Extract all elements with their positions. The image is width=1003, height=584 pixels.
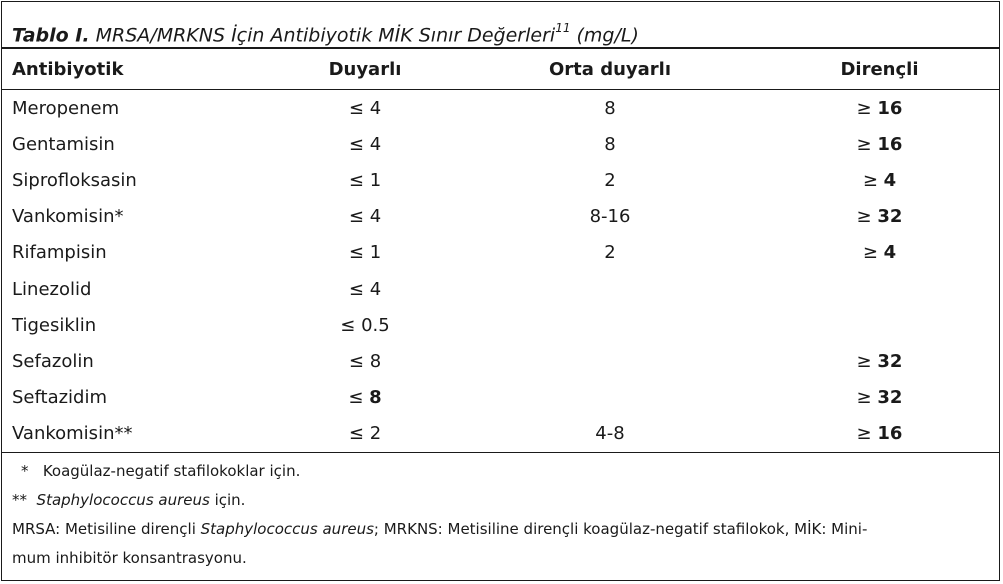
table-row — [2, 271, 999, 307]
column-header-antibiotic: Antibiyotik — [12, 58, 124, 80]
resistant-symbol: ≥ — [856, 423, 872, 445]
susceptible-symbol: ≤ — [348, 133, 364, 155]
susceptible-value — [240, 87, 490, 126]
resistant-number: 4 — [883, 242, 897, 264]
footnote-2 — [12, 486, 987, 515]
table-row — [2, 416, 999, 452]
susceptible-symbol: ≤ — [348, 97, 364, 119]
table-row — [2, 380, 999, 416]
antibiotic-name — [2, 416, 240, 452]
intermediate-value — [490, 199, 730, 235]
table-row — [2, 343, 999, 379]
caption-label: Tablo I. — [12, 24, 90, 47]
antibiotic-name — [2, 199, 240, 235]
antibiotic-name-text: Vankomisin* — [12, 206, 124, 228]
bottom-rule — [2, 452, 999, 453]
antibiotic-name-text: Meropenem — [12, 97, 120, 119]
susceptible-symbol: ≤ — [348, 206, 364, 228]
susceptible-number: 4 — [369, 97, 382, 119]
resistant-symbol: ≥ — [862, 242, 878, 264]
abbreviations-species: Staphylococcus aureus — [200, 520, 374, 538]
antibiotic-name — [2, 162, 240, 198]
susceptible-value — [240, 271, 490, 307]
resistant-symbol: ≥ — [856, 97, 872, 119]
caption-unit: (mg/L) — [576, 24, 639, 47]
intermediate-value — [490, 416, 730, 452]
resistant-number: 4 — [883, 169, 897, 191]
susceptible-value — [240, 126, 490, 162]
susceptible-symbol: ≤ — [340, 314, 356, 336]
susceptible-symbol: ≤ — [348, 350, 364, 372]
column-header-resistant: Dirençli — [840, 58, 919, 80]
resistant-symbol: ≥ — [856, 387, 872, 409]
susceptible-number: 0.5 — [361, 314, 390, 336]
susceptible-symbol: ≤ — [348, 387, 364, 409]
antibiotic-name — [2, 307, 240, 343]
intermediate-value — [490, 343, 730, 379]
susceptible-number: 4 — [369, 278, 382, 300]
table-frame — [1, 1, 1000, 581]
resistant-number: 16 — [877, 133, 903, 155]
intermediate-number: 4-8 — [595, 423, 625, 445]
resistant-symbol: ≥ — [862, 169, 878, 191]
table-row — [2, 199, 999, 235]
susceptible-value — [240, 380, 490, 416]
antibiotic-name-text: Linezolid — [12, 278, 92, 300]
top-rule — [2, 47, 999, 49]
susceptible-number: 2 — [369, 423, 382, 445]
table-row — [2, 235, 999, 271]
resistant-value — [730, 271, 999, 307]
caption-title: MRSA/MRKNS İçin Antibiyotik MİK Sınır Değerleri — [95, 24, 556, 47]
footnote-1-mark: * — [21, 462, 29, 480]
table-row — [2, 87, 999, 126]
footnote-2-mark: ** — [12, 491, 27, 509]
header-row — [2, 51, 999, 87]
intermediate-number: 8 — [604, 97, 616, 119]
resistant-value — [730, 162, 999, 198]
susceptible-value — [240, 199, 490, 235]
susceptible-value — [240, 235, 490, 271]
intermediate-number: 8-16 — [589, 206, 631, 228]
resistant-value — [730, 307, 999, 343]
footnote-2-species: Staphylococcus aureus — [36, 491, 210, 509]
intermediate-value — [490, 271, 730, 307]
resistant-value — [730, 343, 999, 379]
mic-table — [2, 51, 999, 452]
antibiotic-name-text: Rifampisin — [12, 242, 107, 264]
resistant-number: 16 — [877, 423, 903, 445]
susceptible-value — [240, 307, 490, 343]
abbreviations-part-2: ; MRKNS: Metisiline dirençli koagülaz-negatif stafilokok, MİK: Mini- — [373, 520, 868, 538]
column-header-susceptible: Duyarlı — [328, 58, 402, 80]
intermediate-value — [490, 126, 730, 162]
resistant-symbol: ≥ — [856, 206, 872, 228]
abbreviations-line-2 — [12, 544, 987, 573]
susceptible-symbol: ≤ — [348, 242, 364, 264]
intermediate-value — [490, 380, 730, 416]
susceptible-symbol: ≤ — [348, 169, 364, 191]
resistant-value — [730, 199, 999, 235]
table-row — [2, 307, 999, 343]
susceptible-symbol: ≤ — [348, 278, 364, 300]
table-caption — [12, 16, 639, 47]
antibiotic-name-text: Siprofloksasin — [12, 169, 137, 191]
antibiotic-name-text: Gentamisin — [12, 133, 115, 155]
resistant-symbol: ≥ — [856, 133, 872, 155]
susceptible-number: 8 — [369, 350, 382, 372]
intermediate-value — [490, 235, 730, 271]
intermediate-number: 2 — [604, 169, 616, 191]
caption-reference: 11 — [555, 21, 571, 35]
column-header-intermediate: Orta duyarlı — [549, 58, 671, 80]
intermediate-value — [490, 307, 730, 343]
susceptible-number: 4 — [369, 206, 382, 228]
intermediate-number: 8 — [604, 133, 616, 155]
resistant-symbol: ≥ — [856, 350, 872, 372]
susceptible-value — [240, 343, 490, 379]
antibiotic-name — [2, 271, 240, 307]
footnotes — [12, 457, 987, 573]
antibiotic-name — [2, 235, 240, 271]
susceptible-number: 8 — [369, 387, 382, 409]
resistant-number: 32 — [877, 387, 903, 409]
susceptible-number: 1 — [369, 169, 382, 191]
intermediate-value — [490, 162, 730, 198]
susceptible-symbol: ≤ — [348, 423, 364, 445]
antibiotic-name — [2, 87, 240, 126]
table-body — [2, 87, 999, 452]
intermediate-value — [490, 87, 730, 126]
abbreviations-line-1 — [12, 515, 987, 544]
resistant-number: 32 — [877, 350, 903, 372]
resistant-number: 32 — [877, 206, 903, 228]
antibiotic-name-text: Tigesiklin — [12, 314, 97, 336]
abbreviations-line-2-text: mum inhibitör konsantrasyonu. — [12, 549, 247, 567]
antibiotic-name-text: Vankomisin** — [12, 423, 133, 445]
resistant-value — [730, 87, 999, 126]
susceptible-value — [240, 416, 490, 452]
susceptible-value — [240, 162, 490, 198]
table-row — [2, 126, 999, 162]
susceptible-number: 1 — [369, 242, 382, 264]
footnote-2-text: için. — [209, 491, 246, 509]
intermediate-number: 2 — [604, 242, 616, 264]
antibiotic-name — [2, 126, 240, 162]
antibiotic-name-text: Seftazidim — [12, 387, 108, 409]
footnote-1-text: Koagülaz-negatif stafilokoklar için. — [42, 462, 301, 480]
antibiotic-name — [2, 343, 240, 379]
resistant-value — [730, 126, 999, 162]
resistant-value — [730, 380, 999, 416]
abbreviations-part-1: MRSA: Metisiline dirençli — [12, 520, 201, 538]
resistant-number: 16 — [877, 97, 903, 119]
table-row — [2, 162, 999, 198]
antibiotic-name — [2, 380, 240, 416]
resistant-value — [730, 416, 999, 452]
resistant-value — [730, 235, 999, 271]
susceptible-number: 4 — [369, 133, 382, 155]
antibiotic-name-text: Sefazolin — [12, 350, 94, 372]
footnote-1 — [12, 457, 987, 486]
